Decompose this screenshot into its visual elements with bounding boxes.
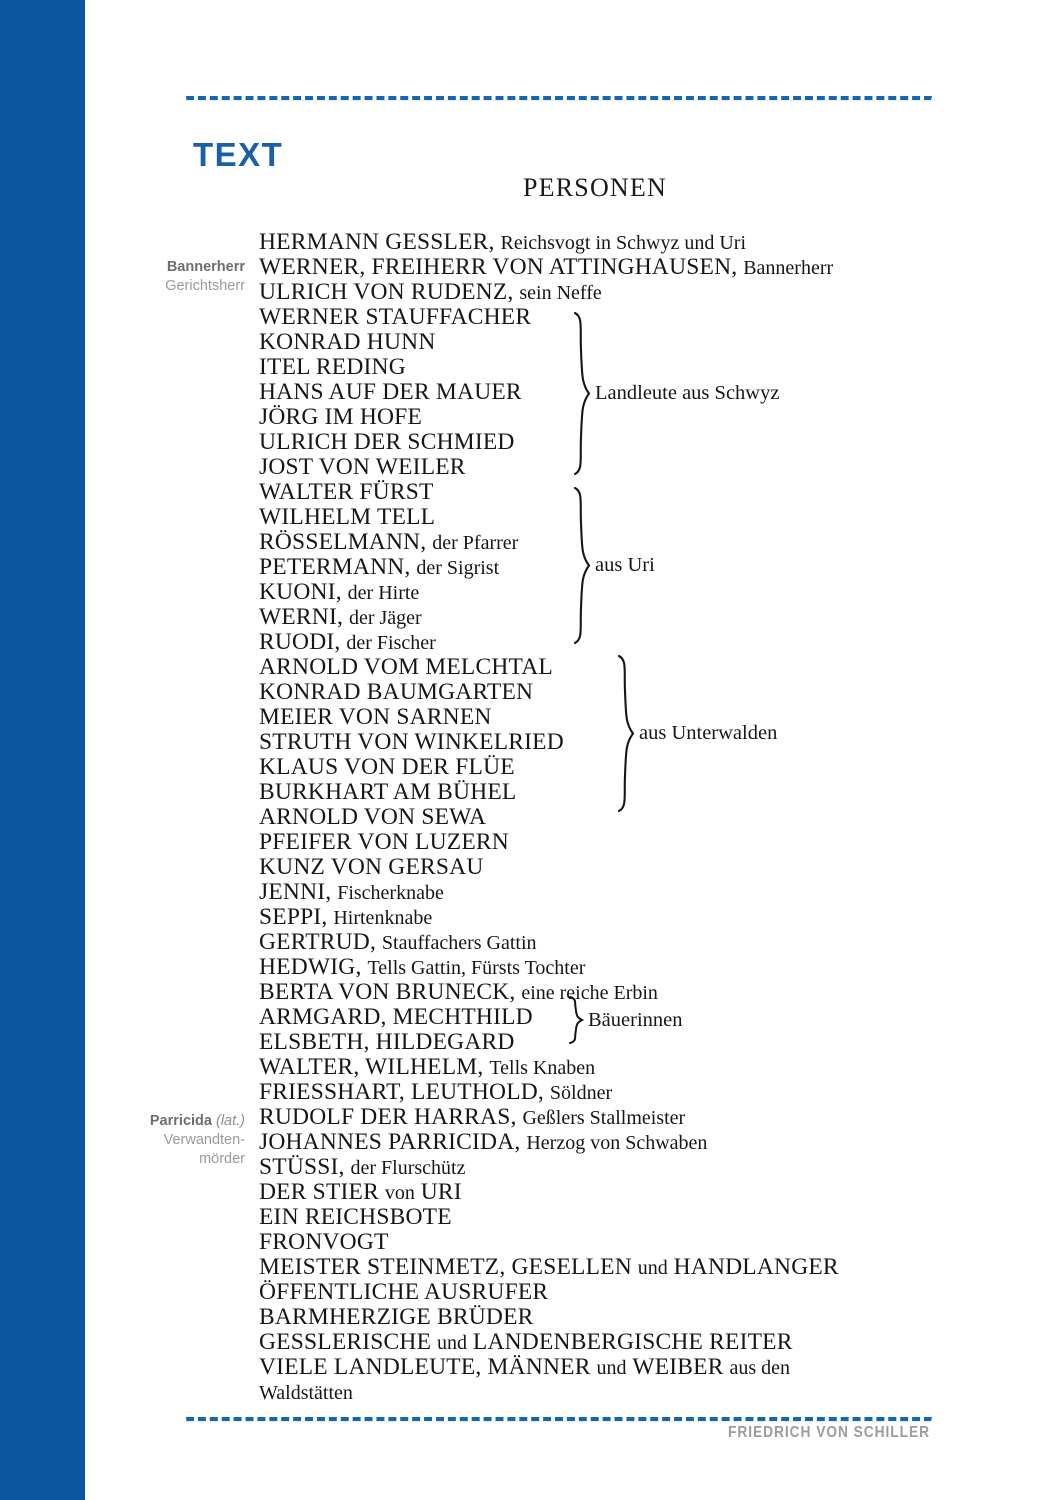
- cast-name: ARNOLD VON SEWA: [259, 804, 487, 830]
- cast-role: von: [384, 1182, 415, 1204]
- cast-name: KUONI,: [259, 579, 342, 605]
- cast-line: [259, 230, 939, 255]
- cast-name: HEDWIG,: [259, 954, 362, 980]
- cast-role: der Pfarrer: [432, 532, 519, 554]
- group-label-schwyz: Landleute aus Schwyz: [595, 382, 780, 405]
- cast-line: [259, 1180, 939, 1205]
- cast-name: RUDOLF DER HARRAS,: [259, 1104, 517, 1130]
- cast-name: SEPPI,: [259, 904, 328, 930]
- cast-line: [259, 1330, 939, 1355]
- cast-name: WALTER, WILHELM,: [259, 1054, 484, 1080]
- curly-brace-icon: [572, 487, 592, 644]
- cast-name: ELSBETH, HILDEGARD: [259, 1029, 515, 1055]
- cast-name: PFEIFER VON LUZERN: [259, 829, 509, 855]
- cast-name: FRONVOGT: [259, 1229, 389, 1255]
- cast-role: Tells Gattin, Fürsts Tochter: [367, 957, 586, 979]
- cast-name: HANS AUF DER MAUER: [259, 379, 522, 405]
- cast-name: BARMHERZIGE BRÜDER: [259, 1304, 534, 1330]
- cast-name: DER STIER: [259, 1179, 379, 1205]
- group-label-baeuerinnen: Bäuerinnen: [588, 1008, 683, 1031]
- cast-name: FRIESSHART, LEUTHOLD,: [259, 1079, 545, 1105]
- cast-name: STRUTH VON WINKELRIED: [259, 729, 564, 755]
- cast-line: [259, 1280, 939, 1305]
- cast-name: KLAUS VON DER FLÜE: [259, 754, 515, 780]
- margin-note-parricida-headword: Parricida: [149, 1113, 212, 1129]
- cast-line: [259, 730, 939, 755]
- cast-name: GERTRUD,: [259, 929, 377, 955]
- cast-name: PETERMANN,: [259, 554, 411, 580]
- cast-role: Waldstätten: [259, 1382, 353, 1404]
- group-baeuerinnen: [567, 996, 683, 1044]
- cast-name: WILHELM TELL: [259, 504, 436, 530]
- cast-name-secondary: URI: [420, 1179, 462, 1205]
- margin-note-parricida-line2: Verwandten-: [163, 1132, 245, 1148]
- cast-name: MEIER VON SARNEN: [259, 704, 492, 730]
- group-label-unterwalden: aus Unterwalden: [639, 722, 778, 745]
- section-label: TEXT: [193, 136, 284, 173]
- bottom-dashed-rule: [186, 1417, 932, 1422]
- footer-author: FRIEDRICH VON SCHILLER: [728, 1424, 930, 1441]
- cast-line: [259, 705, 939, 730]
- cast-line: [259, 955, 939, 980]
- cast-line: [259, 1380, 939, 1405]
- curly-brace-icon: [616, 655, 636, 812]
- cast-line: [259, 1055, 939, 1080]
- cast-role: Bannerherr: [743, 257, 834, 279]
- cast-name: ARNOLD VOM MELCHTAL: [259, 654, 553, 680]
- cast-name: JOST VON WEILER: [259, 454, 466, 480]
- cast-name-secondary: WEIBER: [632, 1354, 724, 1380]
- margin-note-bannerherr-line1: Bannerherr: [166, 259, 245, 275]
- cast-role: Herzog von Schwaben: [526, 1132, 708, 1154]
- cast-name: ULRICH VON RUDENZ,: [259, 279, 514, 305]
- cast-role: Geßlers Stallmeister: [522, 1107, 686, 1129]
- cast-line: [259, 655, 939, 680]
- cast-name-secondary: LANDENBERGISCHE REITER: [472, 1329, 793, 1355]
- cast-line: [259, 805, 939, 830]
- cast-line: [259, 855, 939, 880]
- cast-role: Söldner: [549, 1082, 613, 1104]
- cast-name: RUODI,: [259, 629, 341, 655]
- cast-line: [259, 1355, 939, 1380]
- cast-name: HERMANN GESSLER,: [259, 229, 495, 255]
- cast-name: KONRAD BAUMGARTEN: [259, 679, 534, 705]
- cast-role: und: [637, 1257, 668, 1279]
- cast-line: [259, 280, 939, 305]
- cast-name: BERTA VON BRUNECK,: [259, 979, 516, 1005]
- cast-name: GESSLERISCHE: [259, 1329, 432, 1355]
- cast-name: MEISTER STEINMETZ, GESELLEN: [259, 1254, 632, 1280]
- cast-line: [259, 830, 939, 855]
- cast-name: WALTER FÜRST: [259, 479, 434, 505]
- cast-role: der Flurschütz: [350, 1157, 466, 1179]
- cast-name: JÖRG IM HOFE: [259, 404, 422, 430]
- cast-line: [259, 1205, 939, 1230]
- group-landleute-schwyz: [572, 312, 779, 475]
- page-title: PERSONEN: [523, 173, 667, 202]
- margin-note-parricida-line3: mörder: [199, 1151, 245, 1167]
- cast-name: KONRAD HUNN: [259, 329, 436, 355]
- cast-line: [259, 1130, 939, 1155]
- cast-role: der Fischer: [346, 632, 436, 654]
- cast-line: [259, 1155, 939, 1180]
- cast-line: [259, 1105, 939, 1130]
- margin-note-parricida-headline: [105, 1112, 245, 1131]
- cast-name: JENNI,: [259, 879, 332, 905]
- margin-note-bannerherr-line2: Gerichtsherr: [165, 278, 245, 294]
- cast-line: [259, 880, 939, 905]
- cast-role: der Jäger: [348, 607, 422, 629]
- cast-line: [259, 1255, 939, 1280]
- cast-name: ÖFFENTLICHE AUSRUFER: [259, 1279, 549, 1305]
- cast-role: und: [437, 1332, 468, 1354]
- cast-name: ULRICH DER SCHMIED: [259, 429, 515, 455]
- cast-name: WERNER STAUFFACHER: [259, 304, 532, 330]
- cast-name: EIN REICHSBOTE: [259, 1204, 452, 1230]
- cast-line: [259, 905, 939, 930]
- cast-role: Stauffachers Gattin: [381, 932, 537, 954]
- cast-name: RÖSSELMANN,: [259, 529, 427, 555]
- group-aus-unterwalden: [616, 655, 777, 812]
- cast-name: VIELE LANDLEUTE, MÄNNER: [259, 1354, 591, 1380]
- margin-note-bannerherr: [105, 258, 245, 296]
- cast-line: [259, 755, 939, 780]
- cast-role: sein Neffe: [519, 282, 602, 304]
- cast-role: Tells Knaben: [489, 1057, 596, 1079]
- cast-role: Hirtenknabe: [333, 907, 433, 929]
- cast-name: JOHANNES PARRICIDA,: [259, 1129, 521, 1155]
- cast-line: [259, 680, 939, 705]
- margin-note-parricida: [105, 1112, 245, 1169]
- cast-line: [259, 930, 939, 955]
- cast-name: BURKHART AM BÜHEL: [259, 779, 517, 805]
- cast-line: [259, 255, 939, 280]
- cast-name-secondary: HANDLANGER: [673, 1254, 839, 1280]
- cast-name: ITEL REDING: [259, 354, 406, 380]
- curly-brace-icon: [567, 996, 585, 1044]
- group-label-uri: aus Uri: [595, 554, 655, 577]
- margin-note-parricida-lang: (lat.): [216, 1113, 245, 1129]
- cast-line: [259, 780, 939, 805]
- curly-brace-icon: [572, 312, 592, 475]
- cast-role: der Hirte: [347, 582, 420, 604]
- cast-name: WERNI,: [259, 604, 344, 630]
- left-accent-bar: [0, 0, 85, 1500]
- cast-role: Reichsvogt in Schwyz und Uri: [500, 232, 747, 254]
- cast-name: STÜSSI,: [259, 1154, 345, 1180]
- cast-role: eine reiche Erbin: [521, 982, 658, 1004]
- cast-role: Fischerknabe: [337, 882, 444, 904]
- cast-name: WERNER, FREIHERR VON ATTINGHAUSEN,: [259, 254, 738, 280]
- top-dashed-rule: [186, 96, 932, 101]
- cast-line: [259, 1080, 939, 1105]
- cast-name: ARMGARD, MECHTHILD: [259, 1004, 533, 1030]
- group-aus-uri: [572, 487, 655, 644]
- cast-role: der Sigrist: [416, 557, 500, 579]
- cast-role-tail: aus den: [729, 1357, 791, 1379]
- cast-name: KUNZ VON GERSAU: [259, 854, 484, 880]
- cast-line: [259, 1230, 939, 1255]
- cast-line: [259, 1305, 939, 1330]
- cast-role: und: [596, 1357, 627, 1379]
